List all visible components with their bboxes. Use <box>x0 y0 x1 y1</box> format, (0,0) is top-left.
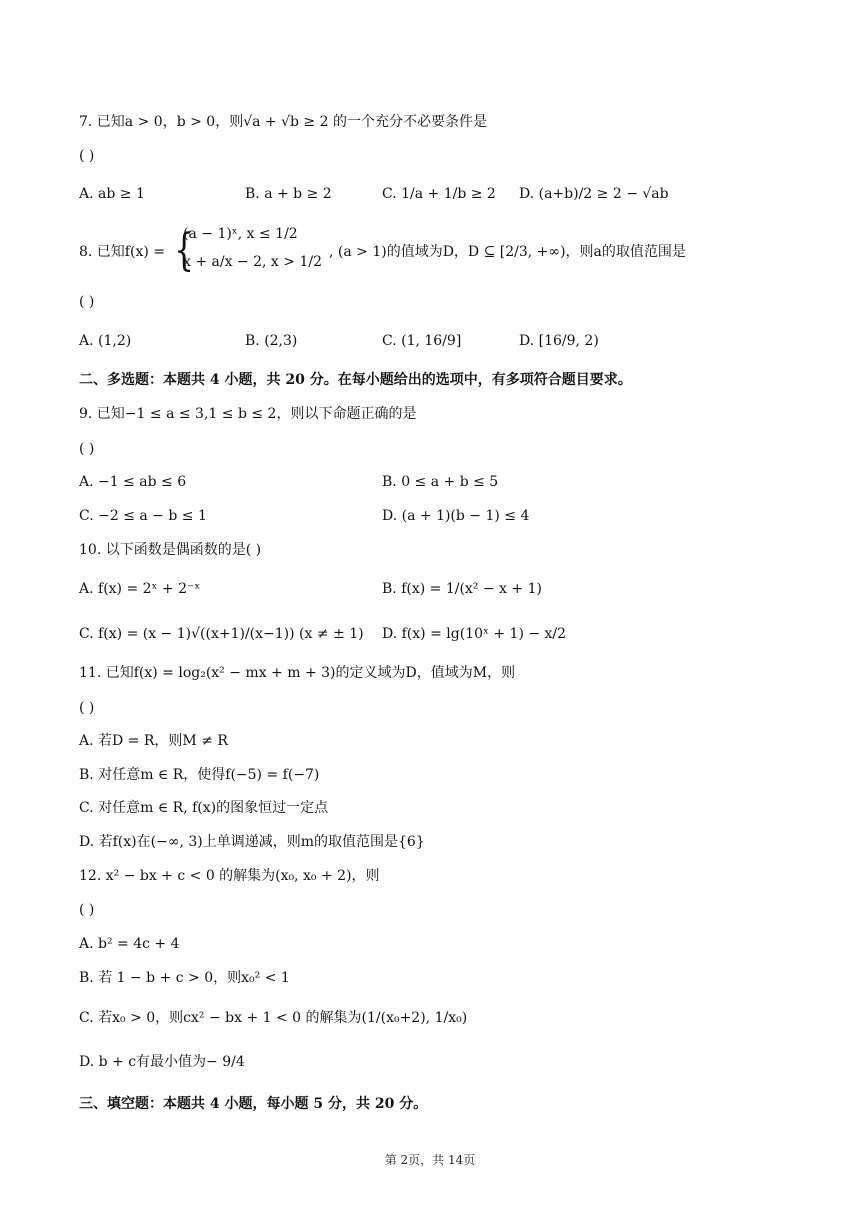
q9-answer-paren: ( ) <box>79 441 95 457</box>
q12-stem: 12. x² − bx + c < 0 的解集为(x₀, x₀ + 2)，则 <box>79 868 380 884</box>
q8-case-2: x + a/x − 2, x > 1/2 <box>183 254 322 270</box>
q7-option-d: D. (a+b)/2 ≥ 2 − √ab <box>519 186 669 202</box>
q9-option-a: A. −1 ≤ ab ≤ 6 <box>79 474 187 490</box>
page-footer: 第 2页，共 14页 <box>384 1153 476 1167</box>
q11-answer-paren: ( ) <box>79 700 95 716</box>
q7-stem: 7. 已知a > 0，b > 0，则√a + √b ≥ 2 的一个充分不必要条件是 <box>79 114 487 130</box>
q8-option-b: B. (2,3) <box>245 333 298 349</box>
q8-option-a: A. (1,2) <box>79 333 132 349</box>
q8-option-d: D. [16/9, 2) <box>519 333 599 349</box>
q10-option-d: D. f(x) = lg(10ˣ + 1) − x/2 <box>382 626 567 642</box>
q10-option-b: B. f(x) = 1/(x² − x + 1) <box>382 581 542 597</box>
q8-case-1: (a − 1)ˣ, x ≤ 1/2 <box>183 226 298 242</box>
q8-answer-paren: ( ) <box>79 294 95 310</box>
q11-option-a: A. 若D = R，则M ≠ R <box>79 733 228 749</box>
q11-option-b: B. 对任意m ∈ R，使得f(−5) = f(−7) <box>79 767 320 783</box>
brace-symbol: { <box>174 225 194 276</box>
q12-option-d: D. b + c有最小值为− 9/4 <box>79 1054 245 1070</box>
q7-option-a: A. ab ≥ 1 <box>79 186 145 202</box>
q9-option-c: C. −2 ≤ a − b ≤ 1 <box>79 508 207 524</box>
q11-option-d: D. 若f(x)在(−∞, 3)上单调递减，则m的取值范围是{6} <box>79 834 425 850</box>
q10-option-a: A. f(x) = 2ˣ + 2⁻ˣ <box>79 581 201 597</box>
q8-tail: , (a > 1)的值域为D，D ⊆ [2/3, +∞)，则a的取值范围是 <box>329 244 686 260</box>
q8-label: 8. 已知f(x) = <box>79 244 165 260</box>
q11-stem: 11. 已知f(x) = log₂(x² − mx + m + 3)的定义域为D，值域为M，则 <box>79 665 516 681</box>
q7-option-c: C. 1/a + 1/b ≥ 2 <box>382 186 496 202</box>
q12-option-c: C. 若x₀ > 0，则cx² − bx + 1 < 0 的解集为(1/(x₀+2), 1/x₀) <box>79 1010 468 1026</box>
q12-option-a: A. b² = 4c + 4 <box>79 936 180 952</box>
q9-option-b: B. 0 ≤ a + b ≤ 5 <box>382 474 499 490</box>
q11-option-c: C. 对任意m ∈ R, f(x)的图象恒过一定点 <box>79 800 329 816</box>
section-3-heading: 三、填空题：本题共 4 小题，每小题 5 分，共 20 分。 <box>79 1096 428 1112</box>
q10-stem: 10. 以下函数是偶函数的是( ) <box>79 542 262 558</box>
q12-option-b: B. 若 1 − b + c > 0，则x₀² < 1 <box>79 970 290 986</box>
q12-answer-paren: ( ) <box>79 902 95 918</box>
q9-stem: 9. 已知−1 ≤ a ≤ 3,1 ≤ b ≤ 2，则以下命题正确的是 <box>79 406 417 422</box>
q9-option-d: D. (a + 1)(b − 1) ≤ 4 <box>382 508 530 524</box>
q7-option-b: B. a + b ≥ 2 <box>245 186 332 202</box>
q8-option-c: C. (1, 16/9] <box>382 333 462 349</box>
section-2-heading: 二、多选题：本题共 4 小题，共 20 分。在每小题给出的选项中，有多项符合题目要求。 <box>79 372 632 388</box>
q7-answer-paren: ( ) <box>79 148 95 164</box>
q10-option-c: C. f(x) = (x − 1)√((x+1)/(x−1)) (x ≠ ± 1) <box>79 626 364 642</box>
